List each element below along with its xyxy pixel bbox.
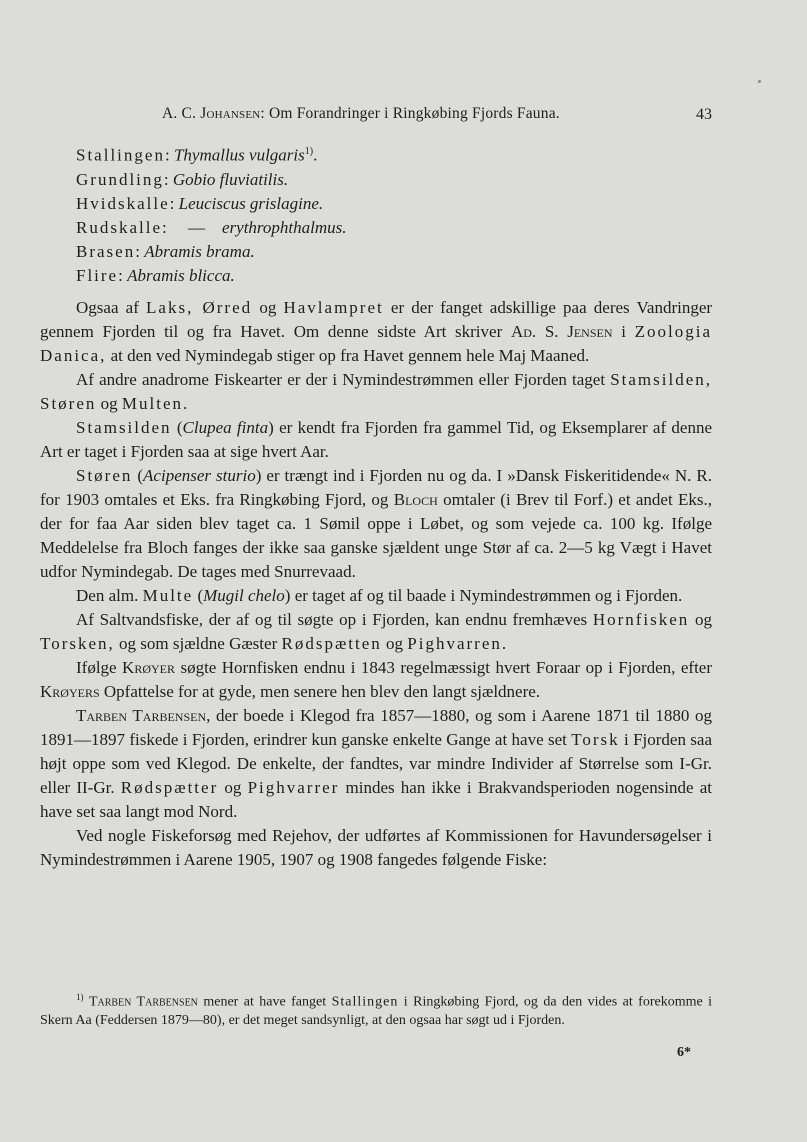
header-line: A. C. Johansen: Om Forandringer i Ringkøbing Fjords Fauna. bbox=[162, 105, 560, 122]
paragraph: Tarben Tarbensen, der boede i Klegod fra 1857—1880, og som i Aarene 1871 til 1880 og 1891—1897 fiskede i Fjorden, erindrer kun ganske enkelte Gange at have set Torsk i Fjorden saa højt oppe som ved Klegod. De enkelte, der fandtes, var mindre Individer af Størrelse som I-Gr. eller II-Gr. Rødspætter og Pighvarrer mindes han ikke i Brakvandsperioden nogensinde at have set saa langt mod Nord. bbox=[40, 705, 713, 821]
footnote-mark: 1) bbox=[76, 992, 84, 1002]
species-list-item: Rudskalle: — erythrophthalmus. bbox=[76, 217, 347, 237]
page-number: 43 bbox=[696, 106, 712, 123]
running-header bbox=[40, 102, 712, 126]
paragraph: Støren (Acipenser sturio) er trængt ind i Fjorden nu og da. I »Dansk Fiskeritidende« N. R. for 1903 omtales et Eks. fra Ringkøbing Fjord, og Bloch omtaler (i Brev til Forf.) et andet Eks., der for faa Aar siden blev taget ca. 1 Sømil oppe i Løbet, og som vejede ca. 100 kg. Ifølge Meddelelse fra Bloch fanges der ikke saa ganske sjældent unge Stør af ca. 2—5 kg Vægt i Havet udfor Nymindegab. De tages med Snurrevaad. bbox=[40, 465, 713, 581]
body-text bbox=[40, 140, 712, 872]
species-list-item: Stallingen: Thymallus vulgaris$^{1)}$. bbox=[76, 145, 318, 165]
species-list-item: Grundling: Gobio fluviatilis. bbox=[76, 169, 289, 189]
paragraph: Ved nogle Fiskeforsøg med Rejehov, der udførtes af Kommissionen for Havundersøgelser i Nymindestrømmen i Aarene 1905, 1907 og 1908 fangedes følgende Fiske: bbox=[40, 825, 712, 869]
printer-signature: 6* bbox=[677, 1045, 691, 1060]
paragraph: Stamsilden (Clupea finta) er kendt fra Fjorden fra gammel Tid, og Eksemplarer af denne Art er taget i Fjorden saa at sige hvert Aar. bbox=[40, 417, 713, 461]
footnote: $^{1)}$ Tarben Tarbensen mener at have fanget Stallingen i Ringkøbing Fjord, og da den vides at forekomme i Skern Aa (Feddersen 1879—80), er det meget sandsynligt, at den ogsaa har søgt ud i Fjorden. bbox=[40, 992, 713, 1028]
paragraph: Af Saltvandsfiske, der af og til søgte op i Fjorden, kan endnu fremhæves Hornfisken og Torsken, og som sjældne Gæster Rødspætten og Pighvarren. bbox=[40, 609, 713, 653]
paragraph: Den alm. Multe (Mugil chelo) er taget af og til baade i Nymindestrømmen og i Fjorden. bbox=[76, 585, 683, 605]
footnote-name: Tarben Tarbensen bbox=[88, 994, 198, 1010]
page-speck bbox=[758, 80, 761, 83]
paragraph: Af andre anadrome Fiskearter er der i Nymindestrømmen eller Fjorden taget Stamsilden, Støren og Multen. bbox=[40, 369, 713, 413]
header-author: A. C. Johansen bbox=[162, 105, 261, 122]
species-list-item: Brasen: Abramis brama. bbox=[76, 241, 255, 261]
species-list-item: Hvidskalle: Leuciscus grislagine. bbox=[76, 193, 324, 213]
paragraph: Ogsaa af Laks, Ørred og Havlampret er der fanget adskillige paa deres Vandringer gennem Fjorden til og fra Havet. Om denne sidste Art skriver Ad. S. Jensen i Zoologia Danica, at den ved Nymindegab stiger op fra Havet gennem hele Maj Maaned. bbox=[40, 297, 713, 365]
header-title: Om Forandringer i Ringkøbing Fjords Fauna. bbox=[269, 105, 560, 122]
species-list-item: Flire: Abramis blicca. bbox=[76, 265, 235, 285]
paragraph: Ifølge Krøyer søgte Hornfisken endnu i 1843 regelmæssigt hvert Foraar op i Fjorden, efter Krøyers Opfattelse for at gyde, men senere hen blev den langt sjældnere. bbox=[40, 657, 713, 701]
